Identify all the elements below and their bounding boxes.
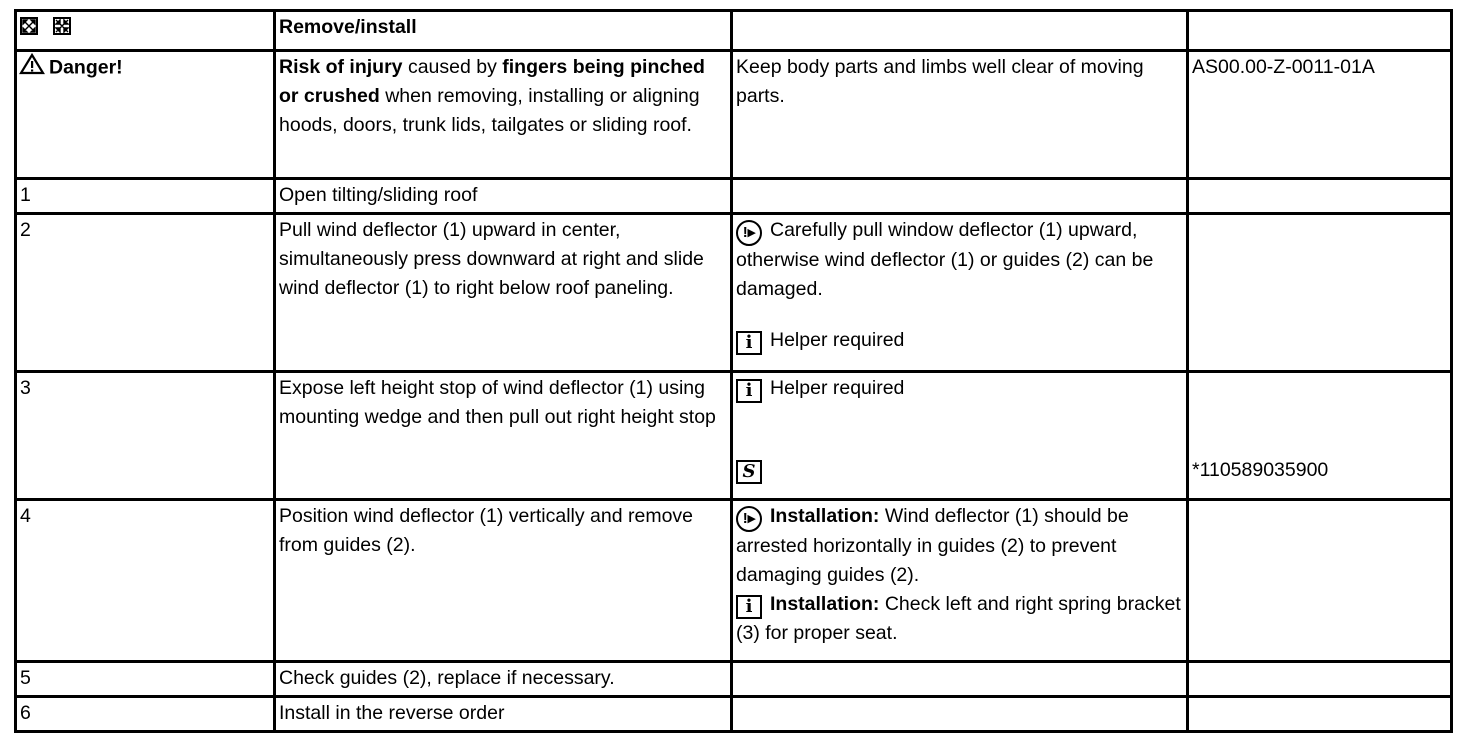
step-notes — [732, 500, 1188, 662]
info-bold: Installation: — [770, 593, 880, 615]
header-title: Remove/install — [275, 11, 732, 51]
collapse-icon[interactable] — [53, 17, 71, 35]
step-number: 2 — [16, 214, 275, 372]
step-code — [1188, 214, 1452, 372]
risk-text-2: when removing, installing or aligning hoods, doors, trunk lids, tailgates or sliding roof. — [279, 85, 700, 136]
note-icon: !▸ — [736, 220, 762, 246]
tool-code[interactable]: *110589035900 — [1192, 459, 1329, 481]
table-row — [16, 500, 1452, 662]
step-code — [1188, 500, 1452, 662]
info-icon: i — [736, 379, 762, 403]
step-text: Expose left height stop of wind deflector (1) using mounting wedge and then pull out right height stop — [275, 372, 732, 500]
step-text: Install in the reverse order — [275, 697, 732, 732]
step-notes — [732, 697, 1188, 732]
step-code — [1188, 697, 1452, 732]
danger-code: AS00.00-Z-0011-01A — [1188, 51, 1452, 179]
danger-cell — [16, 51, 275, 179]
note-bold: Installation: — [770, 505, 880, 527]
step-notes — [732, 179, 1188, 214]
procedure-table — [14, 9, 1453, 733]
step-notes — [732, 662, 1188, 697]
risk-bold-2: fingers being pinched or crushed — [279, 56, 705, 107]
info-icon: i — [736, 331, 762, 355]
step-code — [1188, 662, 1452, 697]
table-row — [16, 372, 1452, 500]
step-text: Check guides (2), replace if necessary. — [275, 662, 732, 697]
step-number: 4 — [16, 500, 275, 662]
step-number: 5 — [16, 662, 275, 697]
header-empty-cell — [1188, 11, 1452, 51]
step-text: Position wind deflector (1) vertically and remove from guides (2). — [275, 500, 732, 662]
danger-label: Danger! — [49, 56, 123, 79]
step-info: Helper required — [770, 377, 905, 399]
table-row — [16, 214, 1452, 372]
note-icon: !▸ — [736, 506, 762, 532]
step-note: Wind deflector (1) should be arrested horizontally in guides (2) to prevent damaging guides (2). — [736, 505, 1129, 586]
step-info: Check left and right spring bracket (3) for proper seat. — [736, 593, 1181, 644]
table-row — [16, 179, 1452, 214]
step-info: Helper required — [770, 329, 905, 351]
special-tool-icon[interactable]: S — [736, 460, 762, 484]
warning-triangle-icon — [19, 53, 45, 84]
danger-row — [16, 51, 1452, 179]
step-text: Open tilting/sliding roof — [275, 179, 732, 214]
step-number: 3 — [16, 372, 275, 500]
expand-icon[interactable] — [20, 17, 38, 35]
risk-bold-1: Risk of injury — [279, 56, 403, 78]
step-code — [1188, 372, 1452, 500]
danger-measure: Keep body parts and limbs well clear of moving parts. — [732, 51, 1188, 179]
table-row — [16, 662, 1452, 697]
step-notes — [732, 214, 1188, 372]
step-number: 1 — [16, 179, 275, 214]
danger-description — [275, 51, 732, 179]
step-notes — [732, 372, 1188, 500]
header-empty-cell — [732, 11, 1188, 51]
step-note: Carefully pull window deflector (1) upward, otherwise wind deflector (1) or guides (2) can be damaged. — [736, 219, 1154, 300]
table-row — [16, 697, 1452, 732]
risk-text-1: caused by — [402, 56, 503, 78]
step-text: Pull wind deflector (1) upward in center, simultaneously press downward at right and slide wind deflector (1) to right below roof paneling. — [275, 214, 732, 372]
info-icon: i — [736, 595, 762, 619]
step-code — [1188, 179, 1452, 214]
table-header-row — [16, 11, 1452, 51]
header-icons-cell — [16, 11, 275, 51]
step-number: 6 — [16, 697, 275, 732]
